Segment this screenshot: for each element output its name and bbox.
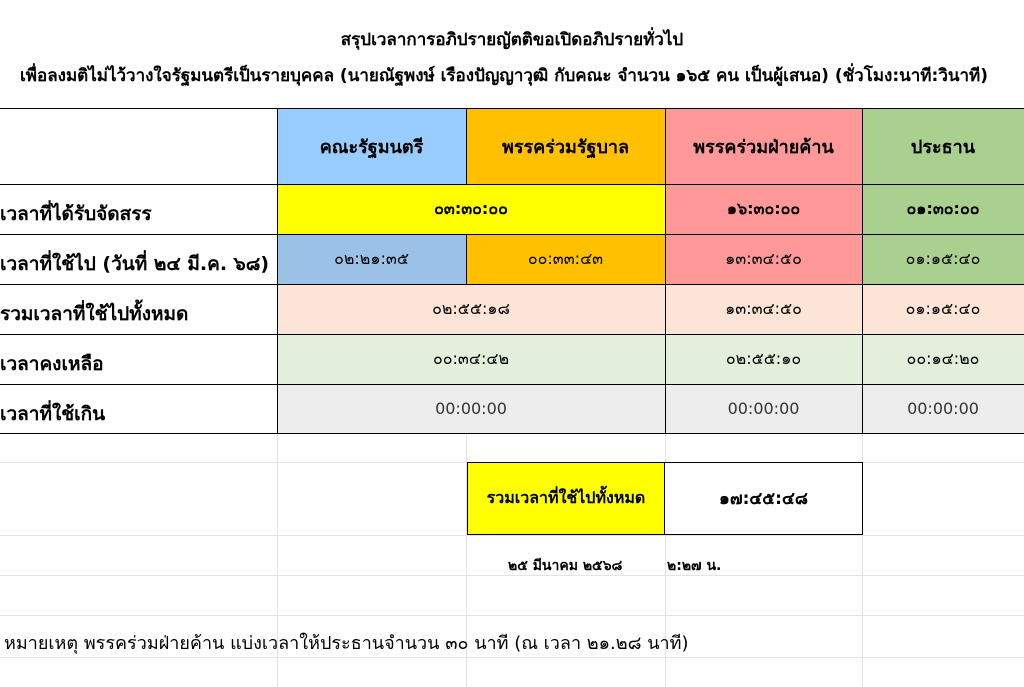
table-border <box>466 108 467 185</box>
used-coalition: ๐๐:๓๓:๔๓ <box>466 234 665 284</box>
table-border <box>862 108 863 434</box>
used-chair: ๐๑:๑๕:๔๐ <box>862 234 1024 284</box>
report-subtitle: เพื่อลงมติไม่ไว้วางใจรัฐมนตรีเป็นรายบุคคล (นายณัฐพงษ์ เรืองปัญญาวุฒิ กับคณะ จำนวน ๑๖๕ คน เป็นผู้เสนอ) (ชั่วโมง:นาที:วินาที) <box>20 66 989 86</box>
total-used-chair: ๐๑:๑๕:๔๐ <box>862 284 1024 334</box>
allocated-government: ๐๓:๓๐:๐๐ <box>277 184 665 234</box>
overtime-chair: 00:00:00 <box>862 384 1024 433</box>
used-opposition: ๑๓:๓๔:๕๐ <box>665 234 862 284</box>
summary-total: ๑๗:๔๕:๔๘ <box>665 462 863 535</box>
header-cabinet: คณะรัฐมนตรี <box>277 108 466 184</box>
used-cabinet: ๐๒:๒๑:๓๕ <box>277 234 466 284</box>
table-border <box>0 433 1024 434</box>
total-used-government: ๐๒:๕๕:๑๘ <box>277 284 665 334</box>
table-border <box>0 234 1024 235</box>
header-chair: ประธาน <box>862 108 1024 184</box>
table-border <box>277 108 278 434</box>
row-label-overtime: เวลาที่ใช้เกิน <box>0 403 106 425</box>
table-border <box>0 108 1024 109</box>
row-label-total-used: รวมเวลาที่ใช้ไปทั้งหมด <box>0 303 189 325</box>
grid-line <box>0 657 1024 658</box>
row-label-remaining: เวลาคงเหลือ <box>0 353 104 375</box>
footnote: หมายเหตุ พรรคร่วมฝ่ายค้าน แบ่งเวลาให้ประธานจำนวน ๓๐ นาที (ณ เวลา ๒๑.๒๘ นาที) <box>4 633 689 654</box>
grid-line <box>0 615 1024 616</box>
header-opposition: พรรคร่วมฝ่ายค้าน <box>665 108 862 184</box>
header-coalition: พรรคร่วมรัฐบาล <box>466 108 665 184</box>
allocated-opposition: ๑๖:๓๐:๐๐ <box>665 184 862 234</box>
row-label-allocated: เวลาที่ได้รับจัดสรร <box>0 203 152 225</box>
grid-line <box>0 535 1024 536</box>
allocated-chair: ๐๑:๓๐:๐๐ <box>862 184 1024 234</box>
report-title: สรุปเวลาการอภิปรายญัตติขอเปิดอภิปรายทั่วไป <box>340 30 684 50</box>
summary-date: ๒๕ มีนาคม ๒๕๖๘ <box>508 558 623 574</box>
remaining-opposition: ๐๒:๕๕:๑๐ <box>665 334 862 384</box>
summary-time: ๒:๒๗ น. <box>667 558 722 574</box>
table-border <box>0 334 1024 335</box>
table-border <box>0 384 1024 385</box>
total-used-opposition: ๑๓:๓๔:๕๐ <box>665 284 862 334</box>
row-label-used: เวลาที่ใช้ไป (วันที่ ๒๔ มี.ค. ๖๘) <box>0 253 270 275</box>
overtime-government: 00:00:00 <box>277 384 665 433</box>
remaining-government: ๐๐:๓๔:๔๒ <box>277 334 665 384</box>
table-border <box>0 284 1024 285</box>
table-border <box>0 184 1024 185</box>
overtime-opposition: 00:00:00 <box>665 384 862 433</box>
remaining-chair: ๐๐:๑๔:๒๐ <box>862 334 1024 384</box>
summary-label: รวมเวลาที่ใช้ไปทั้งหมด <box>467 462 665 535</box>
table-border <box>665 108 666 434</box>
table-border <box>466 234 467 284</box>
